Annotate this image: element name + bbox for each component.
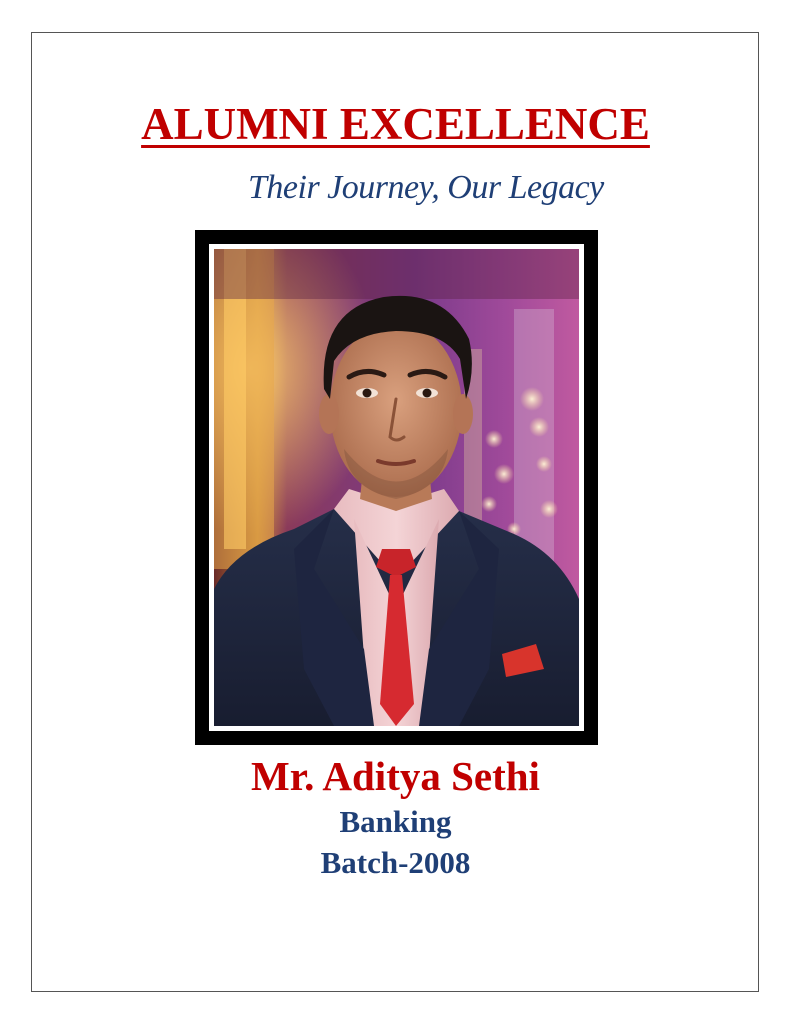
photo-mat (209, 244, 584, 731)
alumni-sector: Banking (339, 804, 452, 839)
tagline: Their Journey, Our Legacy (248, 169, 604, 206)
alumni-name: Mr. Aditya Sethi (251, 753, 540, 799)
page-title: ALUMNI EXCELLENCE (141, 99, 650, 149)
photo-frame (195, 230, 598, 745)
alumni-portrait-photo (214, 249, 579, 726)
alumni-batch: Batch-2008 (320, 845, 471, 880)
